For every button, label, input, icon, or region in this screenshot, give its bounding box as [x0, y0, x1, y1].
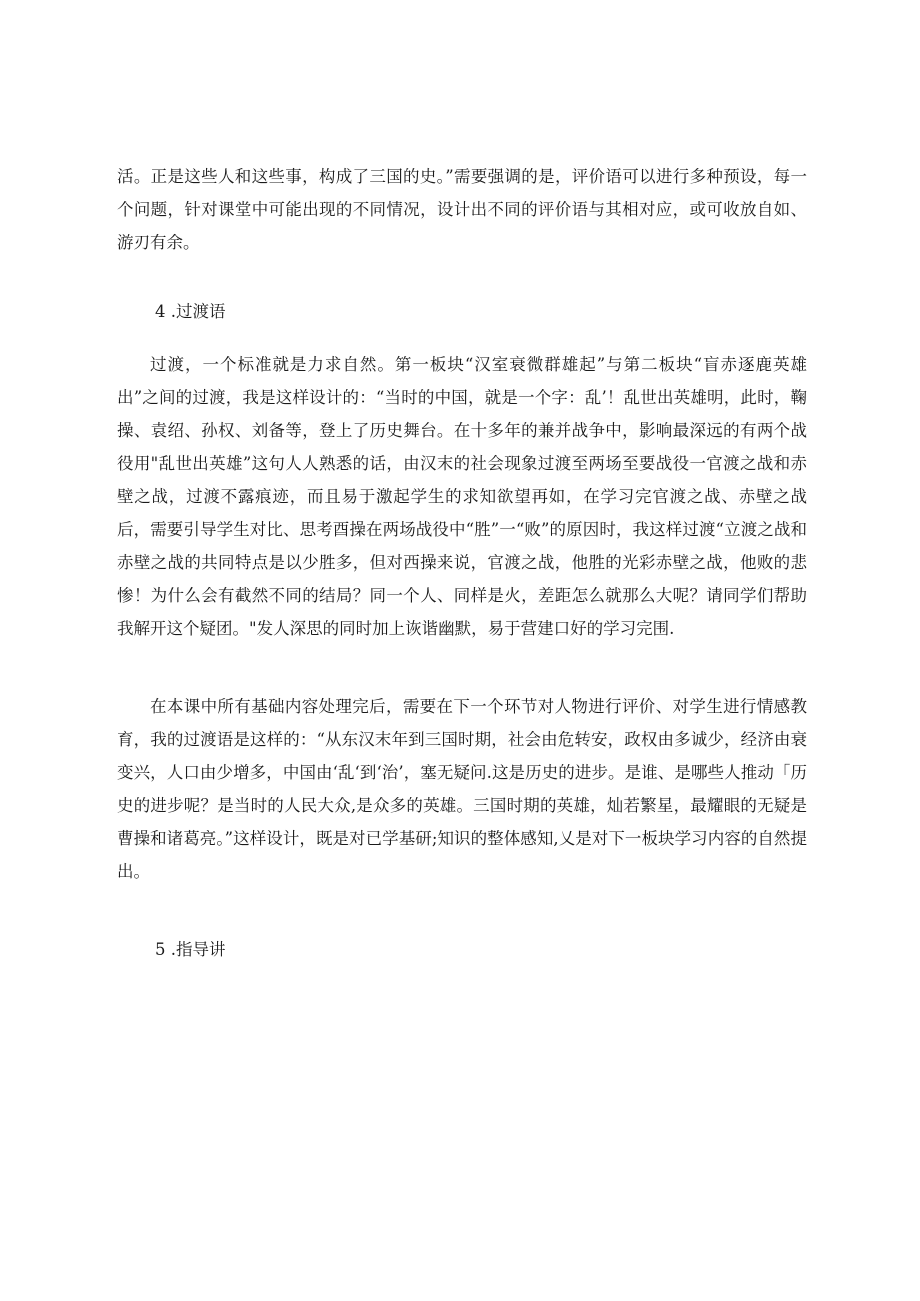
- section-heading-transition: 4 .过渡语: [155, 302, 226, 321]
- paragraph-transition-evaluation: 在本课中所有基础内容处理完后，需要在下一个环节对人物进行评价、对学生进行情感教育，我的过渡语是这样的：“从东汉末年到三国时期，社会由危转安，政权由多诚少，经济由衰变兴，人口由少增多，中国由‘乱‘到‘治’，塞无疑问.这是历史的进步。是谁、是哪些人推动「历史的进步呢？是当时的人民大众,是众多的英雄。三国时期的英雄，灿若繁星，最耀眼的无疑是曹操和诸葛亮。”这样设计，既是对已学基研;知识的整体感知,乂是对下一板块学习内容的自然提出。: [117, 697, 807, 881]
- paragraph-evaluation-conclusion: 活。正是这些人和这些事，构成了三国的史。”需要强调的是，评价语可以进行多种预设，每一个问题，针对课堂中可能出现的不同情况，设计出不同的评价语与其相对应，或可收放自如、游刃有余。: [117, 167, 807, 252]
- paragraph-transition-design: 过渡，一个标准就是力求自然。第一板块“汉室衰微群雄起”与第二板块“盲赤逐鹿英雄出”之间的过渡，我是这样设计的：“当时的中国，就是一个字：乱’！乱世出英雄明，此时，鞠操、袁绍、孙权、刘备等，登上了历史舞台。在十多年的兼并战争中，影响最深远的有两个战役用"乱世出英雄”这句人人熟悉的话，由汉末的社会现象过渡至两场至要战役一官渡之战和赤壁之战，过渡不露痕迹，而且易于激起学生的求知欲望再如，在学习完官渡之战、赤壁之战后，需要引导学生对比、思考酉操在两场战役中“胜”一“败”的原因时，我这样过渡“立渡之战和赤壁之战的共同特点是以少胜多，但对西操来说，官渡之战，他胜的光彩赤壁之战，他败的悲惨！为什么会有截然不同的结局？同一个人、同样是火，差距怎么就那么大呢？请同学们帮助我解开这个疑团。"发人深思的同时加上诙谐幽默，易于营建口好的学习完围.: [117, 355, 807, 638]
- section-heading-guidance: 5 .指导讲: [155, 940, 226, 959]
